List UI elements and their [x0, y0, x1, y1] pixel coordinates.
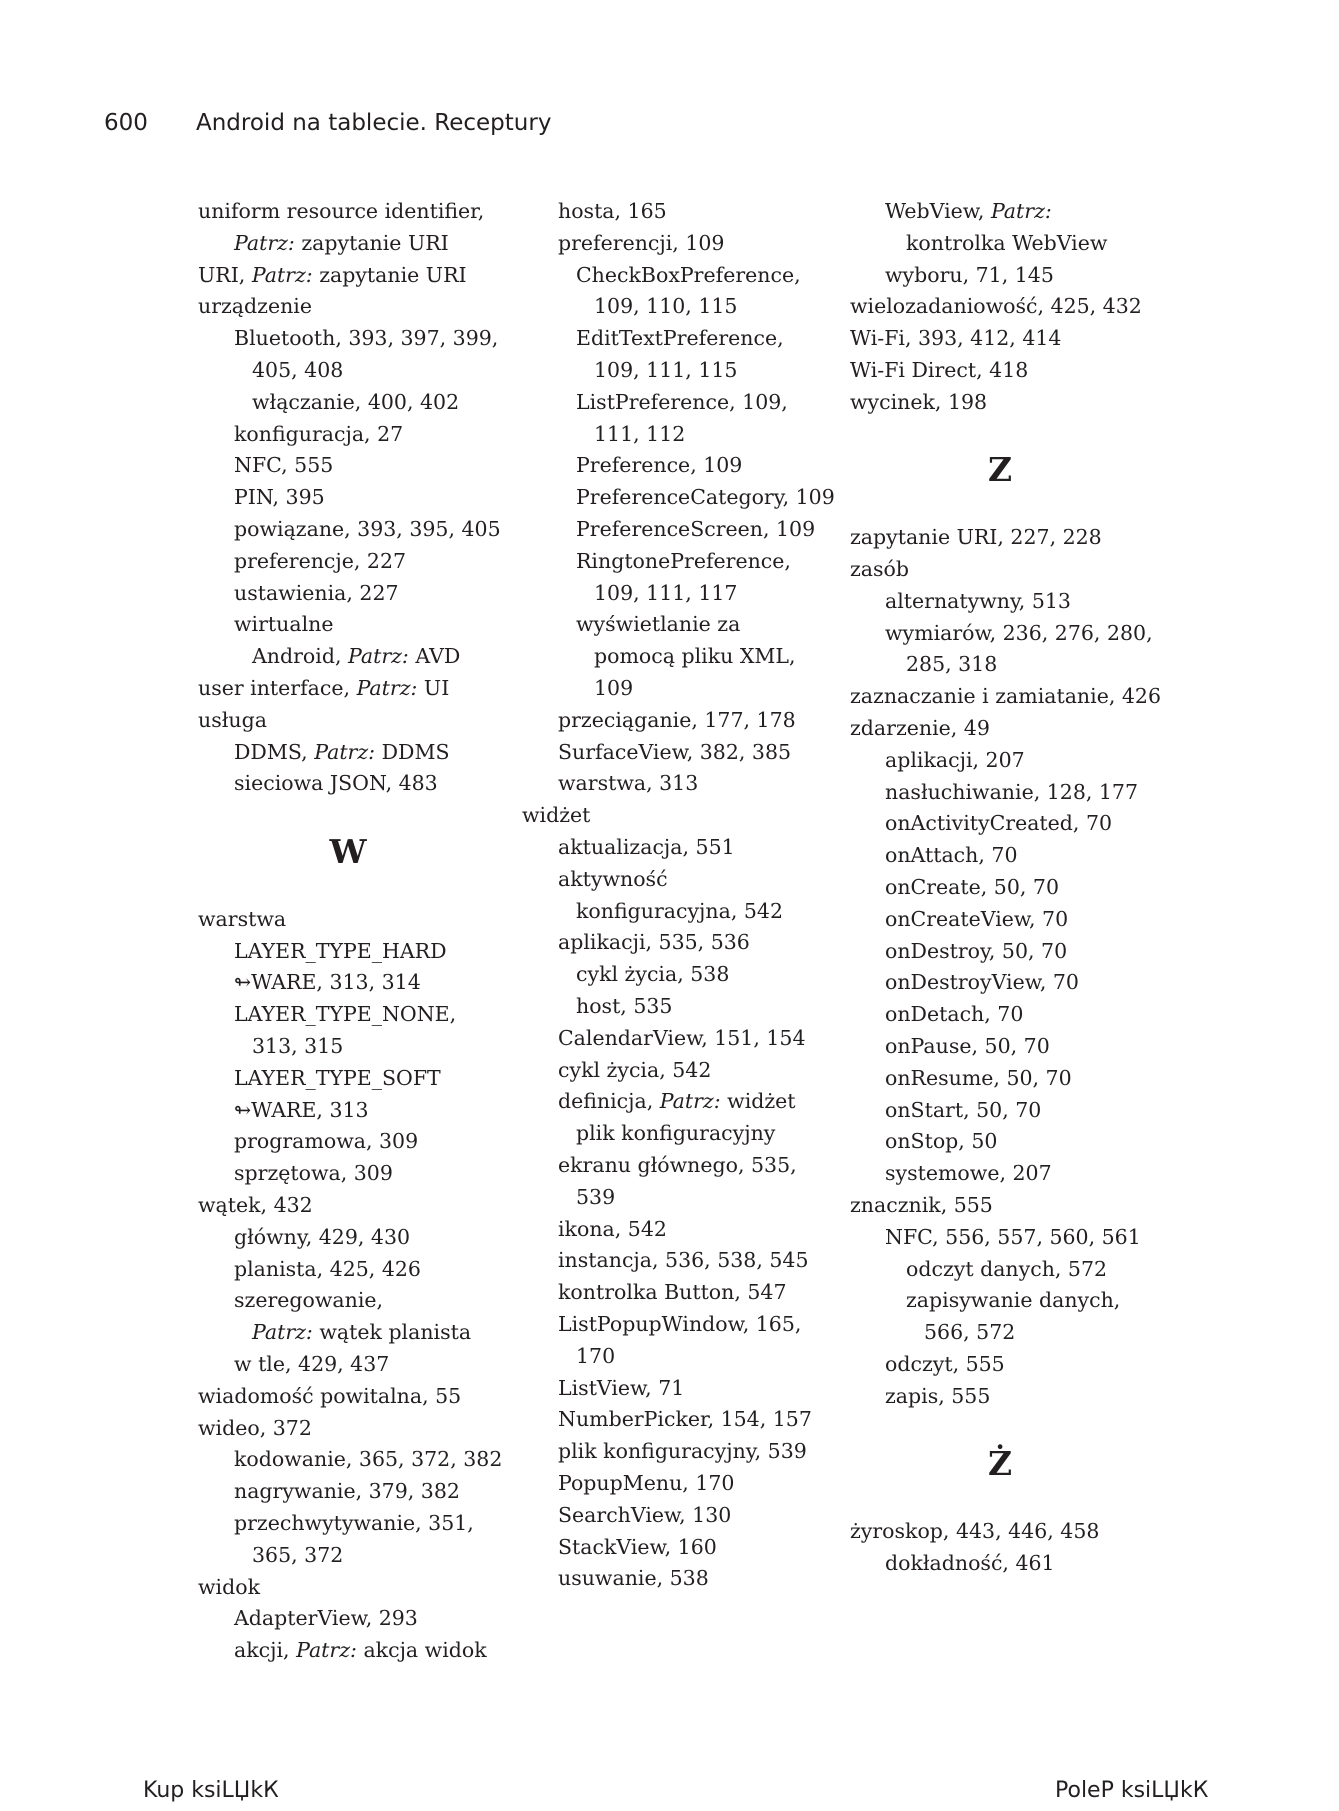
index-subentry [885, 1349, 1005, 1381]
index-subentry [558, 1086, 796, 1118]
entry-text: nagrywanie, 379, 382 [234, 1479, 460, 1504]
entry-text: uniform resource identifier, [198, 199, 485, 223]
index-entry [850, 554, 909, 586]
index-subentry [885, 840, 1018, 872]
section-letter: Ż [987, 1444, 1013, 1484]
entry-text: widok [198, 1574, 260, 1599]
entry-text: PopupMenu, 170 [558, 1471, 735, 1495]
index-subentry [576, 323, 784, 355]
index-subentry [252, 1317, 471, 1349]
entry-text: usuwanie, 538 [558, 1566, 709, 1591]
section-letter: W [329, 832, 367, 871]
index-entry [198, 260, 467, 292]
index-subentry [885, 1126, 997, 1158]
entry-text: szeregowanie, [234, 1288, 384, 1313]
entry-text: kontrolka WebView [906, 230, 1108, 255]
entry-text: PIN, 395 [234, 485, 325, 510]
entry-text: onPause, 50, 70 [885, 1034, 1050, 1058]
recommend-book-link[interactable]: PoleР ksiLЏkК [1055, 1778, 1209, 1803]
entry-text: systemowe, 207 [885, 1161, 1052, 1186]
entry-text: przechwytywanie, 351, [234, 1511, 474, 1535]
entry-target: widżet [720, 1089, 796, 1114]
entry-text: urządzenie [198, 294, 312, 319]
index-subentry [234, 768, 438, 800]
entry-text: plik konfiguracyjny [576, 1121, 776, 1146]
entry-text: StackView, 160 [558, 1534, 717, 1559]
entry-text: onCreate, 50, 70 [885, 875, 1059, 899]
index-subentry [558, 737, 791, 769]
index-subentry [594, 291, 737, 323]
entry-text: LAYER_TYPE_HARD [234, 938, 447, 963]
entry-target: zapytanie URI [294, 230, 449, 255]
entry-target: UI [417, 676, 450, 700]
entry-text: wyświetlanie za [576, 612, 741, 637]
index-subentry [576, 546, 791, 578]
index-subentry [234, 1126, 418, 1158]
index-subentry [885, 872, 1059, 904]
entry-text: konfiguracyjna, 542 [576, 898, 783, 923]
running-head [104, 108, 551, 138]
index-entry [850, 713, 990, 745]
entry-text: zdarzenie, 49 [850, 716, 990, 740]
entry-text: EditTextPreference, [576, 326, 784, 351]
entry-text: user interface, [198, 676, 357, 700]
entry-text: 405, 408 [252, 358, 344, 382]
entry-text: onCreateView, 70 [885, 906, 1069, 931]
entry-text: cykl życia, 538 [576, 962, 730, 987]
entry-text: kontrolka Button, 547 [558, 1280, 787, 1305]
index-subentry [885, 586, 1071, 618]
index-subentry [576, 991, 672, 1023]
entry-text: aplikacji, 207 [885, 747, 1025, 772]
entry-text: ListView, 71 [558, 1375, 685, 1400]
entry-text: nasłuchiwanie, 128, 177 [885, 779, 1139, 804]
index-subentry [234, 450, 333, 482]
index-subentry [906, 228, 1107, 260]
index-subentry [558, 1245, 808, 1277]
entry-text: ↬WARE, 313 [234, 1097, 369, 1122]
entry-text: AdapterView, 293 [234, 1606, 418, 1631]
index-subentry [576, 609, 740, 641]
index-subentry [234, 999, 456, 1031]
see-reference: Patrz: [659, 1089, 721, 1114]
entry-text: SearchView, 130 [558, 1502, 732, 1527]
index-subentry [558, 864, 668, 896]
index-subentry [885, 777, 1138, 809]
index-subentry [558, 1532, 717, 1564]
entry-text: znacznik, 555 [850, 1193, 993, 1217]
index-entry [198, 705, 267, 737]
index-subentry [594, 355, 737, 387]
index-subentry [558, 1023, 806, 1055]
index-subentry [558, 196, 667, 228]
entry-text: kodowanie, 365, 372, 382 [234, 1447, 503, 1472]
entry-text: 109 [594, 676, 634, 700]
entry-text: ListPreference, 109, [576, 389, 788, 414]
entry-text: 109, 110, 115 [594, 294, 738, 319]
entry-text: wymiarów, 236, 276, 280, [885, 620, 1153, 645]
entry-text: NumberPicker, 154, 157 [558, 1407, 812, 1432]
index-subentry [234, 1095, 369, 1127]
entry-text: aktywność [558, 866, 668, 891]
entry-text: zaznaczanie i zamiatanie, 426 [850, 684, 1161, 709]
index-entry [198, 196, 484, 228]
buy-book-link[interactable]: Kup ksiLЏkК [143, 1778, 279, 1803]
index-subentry [885, 904, 1068, 936]
index-subentry [558, 1468, 734, 1500]
entry-text: 365, 372 [252, 1542, 344, 1567]
see-reference: Patrz: [314, 739, 376, 764]
entry-text: wycinek, 198 [850, 389, 988, 414]
see-reference: Patrz: [347, 644, 409, 669]
index-subentry [885, 618, 1153, 650]
entry-text: akcji, [234, 1638, 297, 1663]
index-subentry [234, 514, 501, 546]
entry-text: sieciowa JSON, 483 [234, 771, 438, 796]
index-subentry [885, 808, 1112, 840]
index-subentry [252, 641, 460, 673]
index-subentry [234, 578, 399, 610]
entry-text: odczyt, 555 [885, 1352, 1005, 1376]
entry-text: alternatywny, 513 [885, 588, 1071, 613]
index-subentry [576, 1182, 615, 1214]
entry-text: warstwa, 313 [558, 771, 699, 796]
entry-text: Android, [252, 644, 348, 669]
entry-text: Wi-Fi Direct, 418 [850, 358, 1029, 382]
index-subentry [234, 609, 333, 641]
index-subentry [234, 323, 498, 355]
index-subentry [576, 1341, 615, 1373]
index-subentry [234, 1349, 389, 1381]
index-subentry [234, 1285, 383, 1317]
index-subentry [558, 1436, 807, 1468]
entry-target: wątek planista [312, 1320, 472, 1345]
entry-text: widżet [522, 803, 591, 828]
entry-text: zapis, 555 [885, 1383, 991, 1408]
entry-text: ustawienia, 227 [234, 580, 399, 605]
entry-text: w tle, 429, 437 [234, 1352, 390, 1376]
entry-text: wyboru, 71, 145 [885, 262, 1054, 287]
index-entry [198, 1190, 313, 1222]
entry-text: preferencje, 227 [234, 548, 407, 573]
index-subentry [576, 896, 783, 928]
index-subentry [576, 450, 742, 482]
entry-text: CheckBoxPreference, [576, 262, 801, 287]
see-reference: Patrz: [251, 262, 313, 287]
page-number: 600 [104, 110, 148, 136]
entry-text: RingtonePreference, [576, 548, 791, 573]
index-subentry [576, 260, 801, 292]
index-subentry [252, 1031, 343, 1063]
entry-text: usługa [198, 707, 267, 732]
entry-text: 539 [576, 1184, 616, 1209]
index-subentry [906, 1254, 1107, 1286]
entry-text: 170 [576, 1343, 616, 1368]
entry-text: aplikacji, 535, 536 [558, 930, 750, 955]
index-subentry [885, 1548, 1055, 1580]
see-reference: Patrz: [234, 230, 295, 255]
index-subentry [558, 832, 735, 864]
entry-text: ikona, 542 [558, 1216, 667, 1241]
index-subentry [576, 1118, 775, 1150]
entry-text: onAttach, 70 [885, 843, 1018, 868]
index-subentry [234, 936, 447, 968]
index-subentry [576, 514, 815, 546]
entry-target: zapytanie URI [312, 262, 467, 287]
index-subentry [558, 1214, 667, 1246]
index-entry [850, 387, 987, 419]
see-reference: Patrz: [356, 676, 418, 700]
entry-text: NFC, 556, 557, 560, 561 [885, 1224, 1141, 1249]
index-subentry [252, 1540, 343, 1572]
index-subentry [234, 228, 449, 260]
index-subentry [234, 967, 421, 999]
entry-target: DDMS [375, 739, 450, 764]
entry-text: pomocą pliku XML, [594, 644, 796, 669]
index-entry [850, 522, 1102, 554]
entry-target: AVD [408, 644, 461, 669]
index-subentry [924, 1317, 1015, 1349]
index-subentry [234, 1635, 487, 1667]
entry-text: sprzętowa, 309 [234, 1161, 393, 1186]
index-subentry [252, 387, 459, 419]
entry-text: host, 535 [576, 994, 673, 1018]
index-entry [850, 291, 1142, 323]
index-entry [198, 673, 449, 705]
see-reference: Patrz: [296, 1638, 357, 1663]
index-subentry [558, 1373, 684, 1405]
entry-text: 111, 112 [594, 421, 686, 446]
index-subentry [234, 737, 450, 769]
index-subentry [558, 927, 750, 959]
entry-text: konfiguracja, 27 [234, 421, 404, 446]
entry-text: wielozadaniowość, 425, 432 [850, 294, 1142, 319]
entry-text: DDMS, [234, 739, 315, 764]
index-entry [522, 800, 590, 832]
entry-text: wirtualne [234, 612, 334, 637]
index-subentry [885, 1095, 1041, 1127]
entry-text: żyroskop, 443, 446, 458 [850, 1519, 1100, 1544]
entry-text: 566, 572 [924, 1320, 1016, 1345]
entry-text: zapytanie URI, 227, 228 [850, 525, 1102, 550]
index-subentry [594, 419, 685, 451]
index-subentry [558, 1055, 711, 1087]
entry-target: akcja widok [356, 1638, 487, 1663]
entry-text: 285, 318 [906, 652, 998, 677]
entry-text: WebView, [885, 199, 991, 223]
section-letter: Z [987, 450, 1013, 490]
entry-text: onDestroyView, 70 [885, 970, 1079, 995]
book-title: Android na tablecie. Receptury [196, 110, 552, 136]
index-entry [198, 291, 312, 323]
entry-text: onDetach, 70 [885, 1002, 1024, 1027]
index-subentry [558, 1404, 812, 1436]
entry-text: onStop, 50 [885, 1129, 998, 1154]
entry-text: onDestroy, 50, 70 [885, 938, 1068, 963]
entry-text: ekranu głównego, 535, [558, 1153, 797, 1177]
index-subentry [558, 768, 698, 800]
index-subentry [234, 419, 403, 451]
index-entry [198, 1381, 461, 1413]
see-reference: Patrz: [252, 1320, 313, 1345]
index-subentry [885, 1158, 1052, 1190]
index-subentry [234, 546, 406, 578]
entry-text: CalendarView, 151, 154 [558, 1025, 806, 1050]
entry-text: hosta, 165 [558, 199, 667, 223]
index-subentry [885, 1063, 1072, 1095]
index-subentry [885, 936, 1067, 968]
index-subentry [234, 1063, 441, 1095]
index-subentry [576, 482, 835, 514]
entry-text: Preference, 109 [576, 453, 743, 478]
entry-text: 109, 111, 115 [594, 358, 738, 382]
index-subentry [906, 649, 997, 681]
entry-text: onStart, 50, 70 [885, 1097, 1042, 1122]
entry-text: aktualizacja, 551 [558, 835, 735, 859]
entry-text: PreferenceScreen, 109 [576, 517, 816, 541]
entry-text: główny, 429, 430 [234, 1224, 411, 1249]
index-subentry [252, 355, 343, 387]
entry-text: ListPopupWindow, 165, [558, 1312, 802, 1336]
entry-text: wątek, 432 [198, 1193, 313, 1217]
entry-text: preferencji, 109 [558, 230, 725, 255]
entry-text: Wi-Fi, 393, 412, 414 [850, 326, 1062, 351]
index-entry [198, 1572, 260, 1604]
entry-text: ↬WARE, 313, 314 [234, 970, 421, 995]
index-entry [850, 1190, 993, 1222]
index-subentry [594, 578, 737, 610]
index-subentry [558, 1309, 801, 1341]
entry-text: planista, 425, 426 [234, 1256, 421, 1281]
entry-text: URI, [198, 262, 252, 287]
index-subentry [594, 641, 796, 673]
index-subentry [558, 705, 796, 737]
entry-text: 109, 111, 117 [594, 580, 738, 605]
entry-text: LAYER_TYPE_NONE, [234, 1002, 457, 1027]
entry-text: onResume, 50, 70 [885, 1065, 1072, 1090]
entry-text: SurfaceView, 382, 385 [558, 739, 792, 764]
index-subentry [558, 1563, 709, 1595]
entry-text: zapisywanie danych, [906, 1288, 1121, 1313]
entry-text: 313, 315 [252, 1034, 344, 1058]
index-subentry [558, 1500, 731, 1532]
entry-text: odczyt danych, 572 [906, 1256, 1108, 1281]
index-subentry [594, 673, 633, 705]
index-subentry [885, 745, 1025, 777]
index-subentry [234, 1603, 418, 1635]
entry-text: definicja, [558, 1089, 660, 1114]
entry-text: Bluetooth, 393, 397, 399, [234, 326, 499, 351]
entry-text: włączanie, 400, 402 [252, 389, 460, 414]
index-subentry [234, 1158, 393, 1190]
index-entry [850, 323, 1061, 355]
entry-text: przeciąganie, 177, 178 [558, 707, 796, 732]
entry-text: instancja, 536, 538, 545 [558, 1248, 809, 1273]
index-subentry [558, 228, 724, 260]
entry-text: powiązane, 393, 395, 405 [234, 517, 501, 541]
entry-text: dokładność, 461 [885, 1551, 1055, 1575]
index-subentry [885, 999, 1023, 1031]
index-subentry [558, 1277, 787, 1309]
index-subentry [234, 1444, 502, 1476]
entry-text: NFC, 555 [234, 453, 334, 478]
entry-text: zasób [850, 557, 910, 581]
index-subentry [558, 1150, 797, 1182]
entry-text: plik konfiguracyjny, 539 [558, 1439, 807, 1464]
index-entry [198, 904, 286, 936]
index-subentry [234, 1222, 410, 1254]
index-subentry [576, 387, 788, 419]
index-subentry [234, 1476, 460, 1508]
index-subentry [906, 1285, 1120, 1317]
see-reference: Patrz: [990, 199, 1052, 223]
entry-text: PreferenceCategory, 109 [576, 485, 835, 510]
index-subentry [885, 967, 1079, 999]
entry-text: onActivityCreated, 70 [885, 811, 1113, 836]
index-entry [850, 681, 1161, 713]
index-subentry [234, 1254, 421, 1286]
entry-text: LAYER_TYPE_SOFT [234, 1065, 441, 1090]
index-subentry [885, 1222, 1141, 1254]
index-subentry [234, 482, 325, 514]
index-subentry [885, 1031, 1050, 1063]
index-subentry [576, 959, 729, 991]
entry-text: cykl życia, 542 [558, 1057, 712, 1082]
entry-text: wideo, 372 [198, 1415, 312, 1440]
entry-text: programowa, 309 [234, 1129, 419, 1154]
index-entry [198, 1413, 312, 1445]
index-subentry [234, 1508, 474, 1540]
entry-text: wiadomość powitalna, 55 [198, 1383, 462, 1408]
index-subentry [885, 260, 1054, 292]
index-subentry [885, 196, 1052, 228]
index-entry [850, 1516, 1099, 1548]
index-entry [850, 355, 1028, 387]
entry-text: warstwa [198, 906, 287, 931]
index-subentry [885, 1381, 990, 1413]
